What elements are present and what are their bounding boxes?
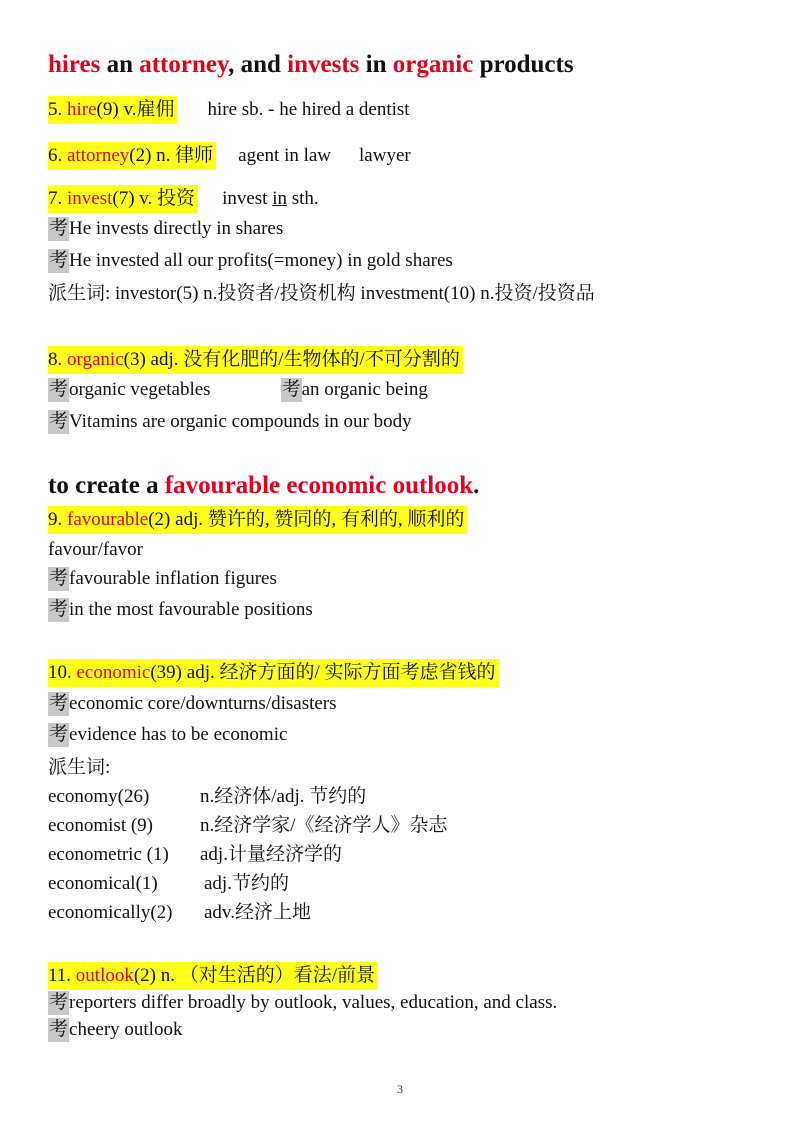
derivative-row: [48, 872, 289, 896]
usage-text: sth.: [286, 188, 319, 209]
entry-word: attorney: [67, 145, 130, 166]
entry-word: economic: [76, 662, 151, 683]
derivatives-line: [48, 282, 595, 306]
heading-1: [48, 50, 574, 80]
entry-economic: [48, 659, 499, 687]
derivatives-label: [48, 756, 110, 780]
entry-number: 7.: [48, 188, 67, 209]
example-text: He invested all our profits(=money) in gold shares: [69, 250, 453, 271]
entry-organic: [48, 346, 463, 374]
usage-underlined: in: [272, 188, 287, 209]
heading-text: an: [100, 51, 140, 78]
heading-word-hires: hires: [48, 51, 101, 78]
example-line: [48, 217, 283, 241]
kao-marker: 考: [49, 250, 69, 271]
example-text: reporters differ broadly by outlook, values, education, and class.: [69, 992, 558, 1013]
heading-word-organic: organic: [392, 51, 474, 78]
example-text: cheery outlook: [69, 1019, 183, 1040]
entry-meaning: (39) adj. 经济方面的/ 实际方面考虑省钱的: [150, 662, 496, 683]
spelling-variants: favour/favor: [48, 539, 143, 560]
kao-marker: 考: [49, 992, 69, 1013]
kao-marker: 考: [49, 411, 69, 432]
heading-text: ,: [228, 51, 235, 78]
entry-number: 10.: [48, 662, 77, 683]
entry-number: 6.: [48, 145, 67, 166]
entry-meaning: (2) adj. 赞许的, 赞同的, 有利的, 顺利的: [148, 509, 465, 530]
example-text: economic core/downturns/disasters: [69, 693, 337, 714]
entry-title: [48, 506, 467, 534]
heading-text: in: [359, 51, 393, 78]
example-text: an organic being: [301, 379, 428, 400]
entry-hire: [48, 96, 410, 124]
kao-marker: 考: [49, 218, 69, 239]
entry-word: invest: [67, 188, 113, 209]
example-line: [48, 567, 277, 591]
usage-text: invest: [222, 188, 273, 209]
example-line: [48, 378, 428, 402]
heading-highlight: favourable economic outlook: [164, 472, 474, 499]
derivative-word: economy(26): [48, 786, 150, 807]
derivatives-text: 派生词: investor(5) n.投资者/投资机构 investment(10) n.投资/投资品: [48, 283, 595, 304]
derivative-meaning: adj.计量经济学的: [200, 844, 342, 865]
entry-meaning: (9) v.雇佣: [96, 99, 175, 120]
example-line: [48, 692, 337, 716]
heading-word-attorney: attorney: [139, 51, 229, 78]
entry-title: [48, 142, 216, 170]
entry-meaning: (2) n. 律师: [129, 145, 214, 166]
derivative-word: economical(1): [48, 873, 158, 894]
example-text: evidence has to be economic: [69, 724, 288, 745]
heading-text: .: [473, 472, 480, 499]
kao-marker: 考: [49, 599, 69, 620]
example-line: [48, 598, 313, 622]
entry-invest: [48, 185, 319, 213]
kao-marker: 考: [281, 379, 301, 400]
example-line: [48, 249, 453, 273]
page-number: 3: [397, 1082, 403, 1096]
heading-text: products: [473, 51, 574, 78]
entry-outlook: [48, 962, 378, 990]
entry-number: 9.: [48, 509, 67, 530]
derivative-row: [48, 785, 366, 809]
entry-number: 11.: [48, 965, 76, 986]
entry-word: outlook: [75, 965, 134, 986]
entry-word: hire: [67, 99, 97, 120]
derivative-meaning: n.经济体/adj. 节约的: [200, 786, 367, 807]
derivative-word: economically(2): [48, 902, 173, 923]
synonym-text: agent in law: [238, 145, 332, 166]
kao-marker: 考: [49, 693, 69, 714]
heading-2: [48, 471, 479, 501]
heading-text: to create a: [48, 472, 165, 499]
entry-title: [48, 346, 463, 374]
example-text: favourable inflation figures: [69, 568, 277, 589]
derivative-row: [48, 901, 311, 925]
example-text: in the most favourable positions: [69, 599, 313, 620]
spelling-line: [48, 538, 143, 562]
example-text: He invests directly in shares: [69, 218, 284, 239]
entry-meaning: (3) adj. 没有化肥的/生物体的/不可分割的: [123, 349, 460, 370]
derivative-row: [48, 814, 448, 838]
entry-meaning: (2) n. （对生活的）看法/前景: [133, 965, 376, 986]
entry-word: organic: [67, 349, 124, 370]
entry-attorney: [48, 142, 411, 170]
derivative-meaning: n.经济学家/《经济学人》杂志: [200, 815, 448, 836]
example-text: Vitamins are organic compounds in our body: [69, 411, 412, 432]
example-line: [48, 723, 287, 747]
entry-number: 8.: [48, 349, 67, 370]
example-line: [48, 991, 557, 1015]
entry-favourable: [48, 506, 467, 534]
entry-title: [48, 962, 378, 990]
entry-title: [48, 659, 499, 687]
derivative-word: economist (9): [48, 815, 154, 836]
example-text: organic vegetables: [69, 379, 211, 400]
usage-text: hire sb. - he hired a dentist: [207, 99, 410, 120]
kao-marker: 考: [49, 724, 69, 745]
synonym-text: lawyer: [359, 145, 411, 166]
kao-marker: 考: [49, 1019, 69, 1040]
derivatives-label-text: 派生词:: [48, 757, 111, 778]
entry-title: [48, 185, 198, 213]
entry-word: favourable: [67, 509, 149, 530]
derivative-word: econometric (1): [48, 844, 169, 865]
heading-text: and: [234, 51, 288, 78]
example-line: [48, 1018, 182, 1042]
derivative-meaning: adj.节约的: [204, 873, 289, 894]
example-line: [48, 410, 412, 434]
kao-marker: 考: [49, 379, 69, 400]
kao-marker: 考: [49, 568, 69, 589]
derivative-row: [48, 843, 342, 867]
heading-word-invests: invests: [287, 51, 360, 78]
entry-title: [48, 96, 177, 124]
entry-meaning: (7) v. 投资: [112, 188, 196, 209]
derivative-meaning: adv.经济上地: [204, 902, 311, 923]
entry-number: 5.: [48, 99, 67, 120]
